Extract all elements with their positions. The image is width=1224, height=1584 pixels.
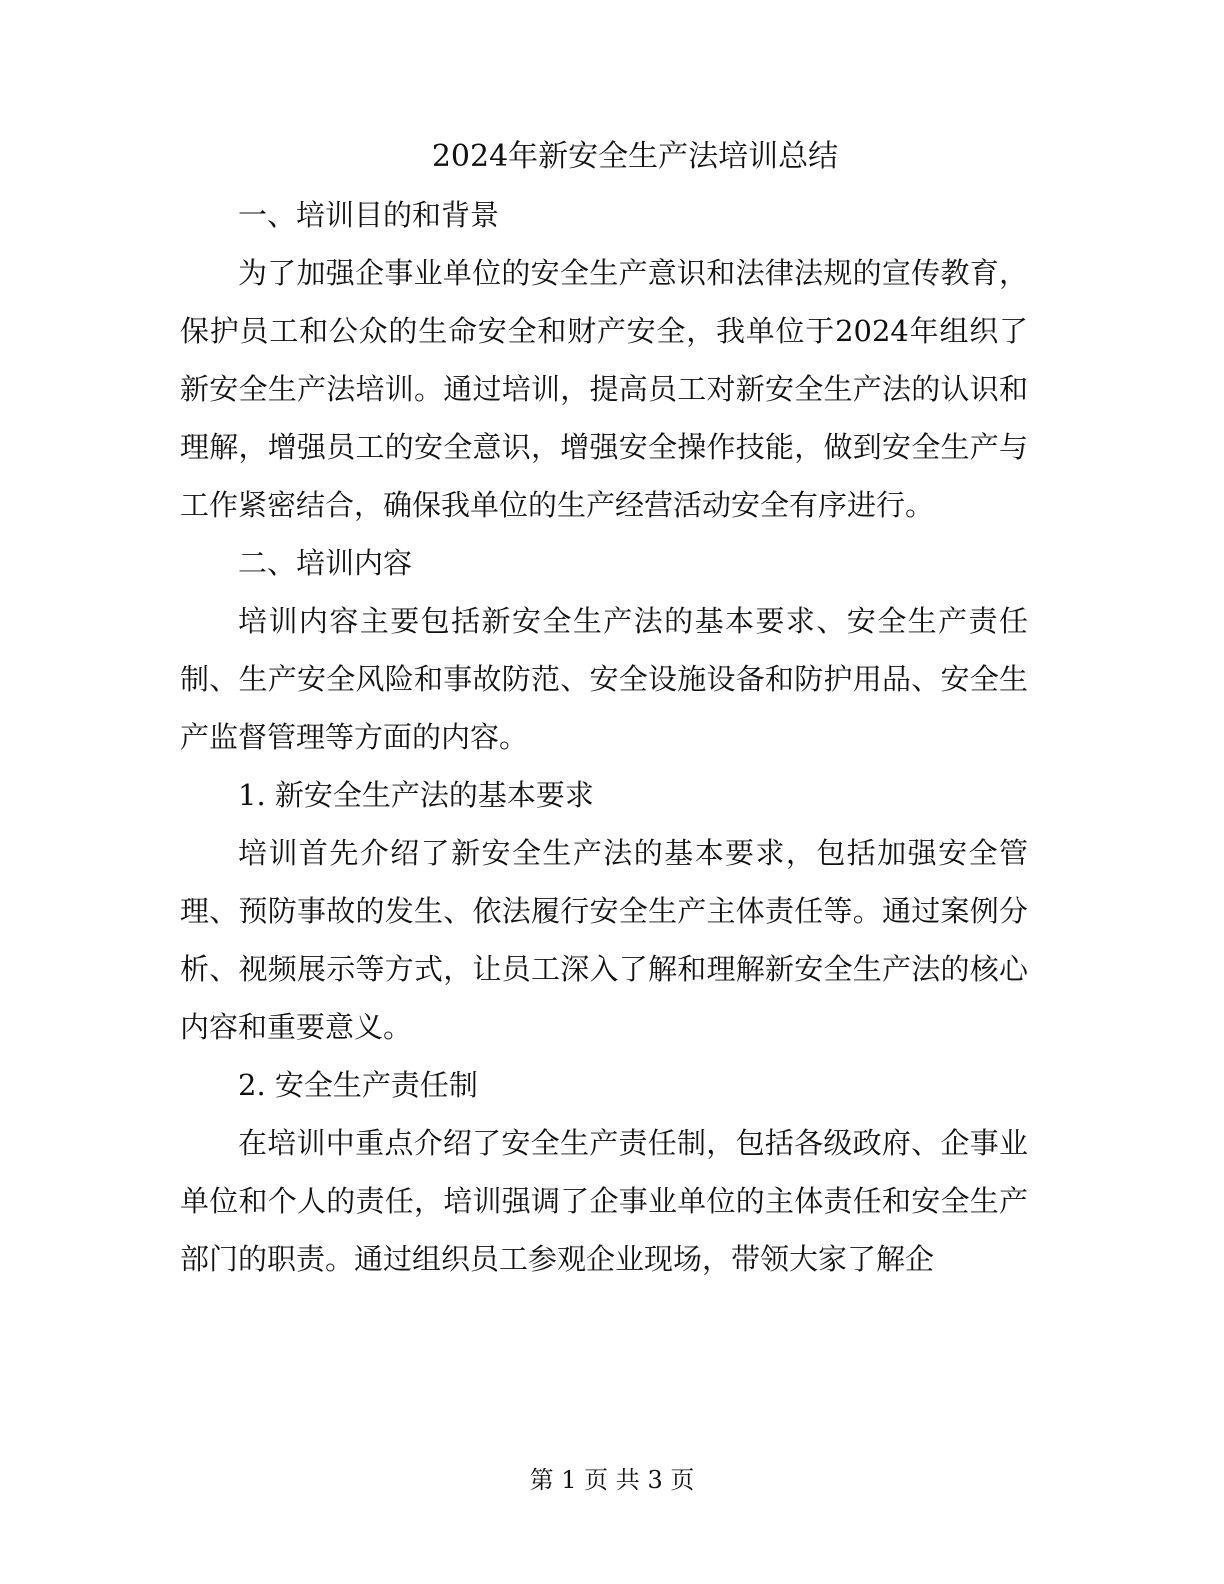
paragraph-responsibility-system: 在培训中重点介绍了安全生产责任制，包括各级政府、企事业单位和个人的责任，培训强调了企事业单位的主体责任和安全生产部门的职责。通过组织员工参观企业现场，带领大家了解企: [180, 1126, 1028, 1276]
section-heading-purpose: 一、培训目的和背景: [238, 198, 500, 232]
page-footer: 第 1 页 共 3 页: [529, 1466, 695, 1494]
document-body: [180, 186, 1028, 1288]
subheading-basic-requirements: 1. 新安全生产法的基本要求: [238, 778, 594, 812]
paragraph-basic-requirements: 培训首先介绍了新安全生产法的基本要求，包括加强安全管理、预防事故的发生、依法履行安全生产主体责任等。通过案例分析、视频展示等方式，让员工深入了解和理解新安全生产法的核心内容和重要意义。: [180, 836, 1028, 1044]
paragraph-content: 培训内容主要包括新安全生产法的基本要求、安全生产责任制、生产安全风险和事故防范、安全设施设备和防护用品、安全生产监督管理等方面的内容。: [180, 604, 1028, 754]
section-heading-content: 二、培训内容: [238, 546, 413, 580]
paragraph-purpose: 为了加强企事业单位的安全生产意识和法律法规的宣传教育，保护员工和公众的生命安全和财产安全，我单位于2024年组织了新安全生产法培训。通过培训，提高员工对新安全生产法的认识和理解，增强员工的安全意识，增强安全操作技能，做到安全生产与工作紧密结合，确保我单位的生产经营活动安全有序进行。: [180, 256, 1028, 522]
document-title: 2024年新安全生产法培训总结: [431, 139, 839, 174]
subheading-responsibility-system: 2. 安全生产责任制: [238, 1068, 478, 1102]
